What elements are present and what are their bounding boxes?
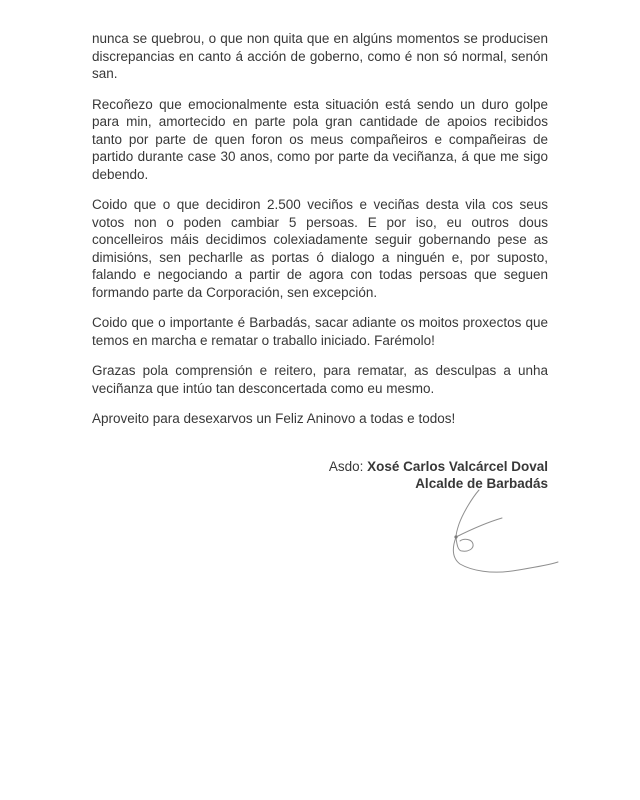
signoff-line-name (92, 458, 548, 476)
signoff-prefix: Asdo: (328, 458, 364, 474)
signer-name: Xosé Carlos Valcárcel Doval (367, 458, 548, 474)
letter-paragraph: Coido que o que decidiron 2.500 veciños e veciñas desta vila cos seus votos non o poden cambiar 5 persoas. E por iso, eu outros dous concelleiros máis decidimos colexiadamente seguir gobernando pese as dimisións, sen pecharlle as portas ó dialogo a ninguén e, por suposto, falando e negociando a partir de agora con todas persoas que seguen formando parte da Corporación, sen excepción. (92, 197, 548, 300)
letter-paragraph: Coido que o importante é Barbadás, sacar adiante os moitos proxectos que temos en marcha e rematar o traballo iniciado. Farémolo! (92, 315, 548, 348)
signature-knot (454, 535, 457, 538)
letter-body (92, 30, 548, 493)
letter-paragraph: Aproveito para desexarvos un Feliz Aninovo a todas e todos! (92, 411, 456, 426)
signer-title: Alcalde de Barbadás (415, 476, 548, 491)
handwritten-signature-icon (445, 485, 570, 580)
letter-paragraph: Recoñezo que emocionalmente esta situación está sendo un duro golpe para min, amortecido en parte pola gran cantidade de apoios recibidos tanto por parte de quen foron os meus compañeiros e compañeiras de partido durante case 30 anos, como por parte da veciñanza, á que me sigo debendo. (92, 96, 548, 182)
letter-paragraph: Grazas pola comprensión e reitero, para rematar, as desculpas a unha veciñanza que intúo tan desconcertada como eu mesmo. (92, 363, 548, 396)
letter-paragraph: nunca se quebrou, o que non quita que en algúns momentos se producisen discrepancias en canto á acción de goberno, como é non só normal, senón san. (92, 31, 548, 81)
